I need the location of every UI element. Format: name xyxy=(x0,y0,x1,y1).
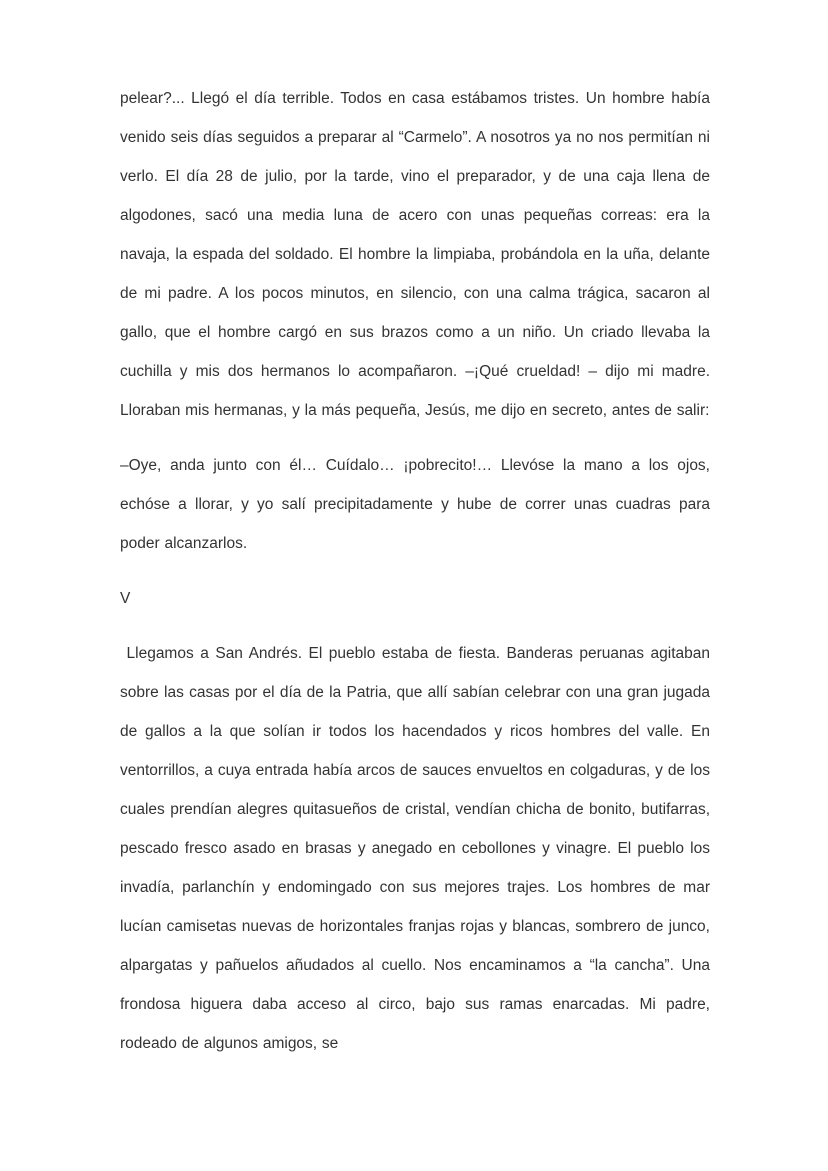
paragraph-1: pelear?... Llegó el día terrible. Todos en casa estábamos tristes. Un hombre había venido seis días seguidos a preparar al “Carmelo”. A nosotros ya no nos permitían ni verlo. El día 28 de julio, por la tarde, vino el preparador, y de una caja llena de algodones, sacó una media luna de acero con unas pequeñas correas: era la navaja, la espada del soldado. El hombre la limpiaba, probándola en la uña, delante de mi padre. A los pocos minutos, en silencio, con una calma trágica, sacaron al gallo, que el hombre cargó en sus brazos como a un niño. Un criado llevaba la cuchilla y mis dos hermanos lo acompañaron. –¡Qué crueldad! – dijo mi madre. Lloraban mis hermanas, y la más pequeña, Jesús, me dijo en secreto, antes de salir: xyxy=(120,90,710,419)
paragraph-3: Llegamos a San Andrés. El pueblo estaba de fiesta. Banderas peruanas agitaban sobre las casas por el día de la Patria, que allí sabían celebrar con una gran jugada de gallos a la que solían ir todos los hacendados y ricos hombres del valle. En ventorrillos, a cuya entrada había arcos de sauces envueltos en colgaduras, y de los cuales prendían alegres quitasueños de cristal, vendían chicha de bonito, butifarras, pescado fresco asado en brasas y anegado en cebollones y vinagre. El pueblo los invadía, parlanchín y endomingado con sus mejores trajes. Los hombres de mar lucían camisetas nuevas de horizontales franjas rojas y blancas, sombrero de junco, alpargatas y pañuelos añudados al cuello. Nos encaminamos a “la cancha”. Una frondosa higuera daba acceso al circo, bajo sus ramas enarcadas. Mi padre, rodeado de algunos amigos, se xyxy=(120,645,710,1052)
paragraph-2: –Oye, anda junto con él… Cuídalo… ¡pobrecito!… Llevóse la mano a los ojos, echóse a llorar, y yo salí precipitadamente y hube de correr unas cuadras para poder alcanzarlos. xyxy=(120,457,710,552)
section-heading-v: V xyxy=(120,590,131,607)
